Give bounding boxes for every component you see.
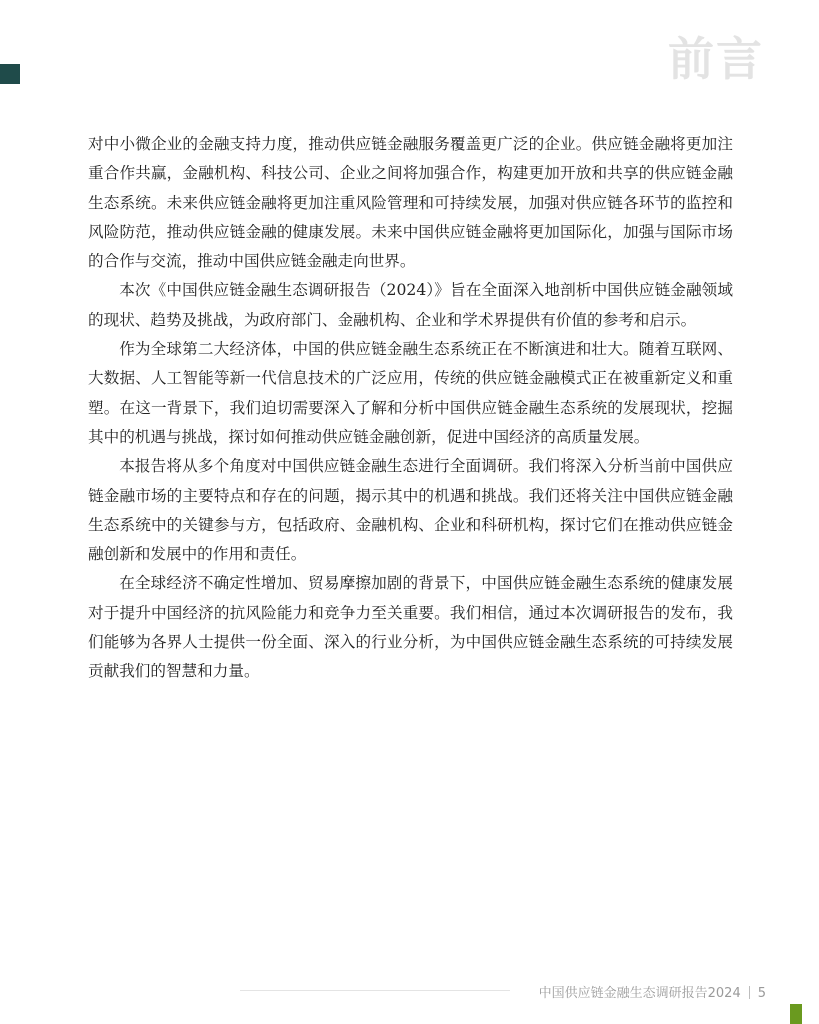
paragraph: 本次《中国供应链金融生态调研报告（2024）》旨在全面深入地剖析中国供应链金融领域的现状、趋势及挑战，为政府部门、金融机构、企业和学术界提供有价值的参考和启示。 bbox=[88, 281, 733, 329]
footer-separator bbox=[749, 986, 750, 999]
section-title: 前言 bbox=[668, 32, 764, 86]
body-text bbox=[88, 130, 733, 687]
paragraph: 本报告将从多个角度对中国供应链金融生态进行全面调研。我们将深入分析当前中国供应链金融市场的主要特点和存在的问题，揭示其中的机遇和挑战。我们还将关注中国供应链金融生态系统中的关键参与方，包括政府、金融机构、企业和科研机构，探讨它们在推动供应链金融创新和发展中的作用和责任。 bbox=[88, 457, 733, 564]
page-footer bbox=[539, 982, 766, 1001]
page-edge-tab bbox=[790, 1004, 802, 1024]
footer-divider bbox=[240, 990, 510, 991]
footer-report-title: 中国供应链金融生态调研报告2024 bbox=[538, 986, 741, 1001]
paragraph: 作为全球第二大经济体，中国的供应链金融生态系统正在不断演进和壮大。随着互联网、大数据、人工智能等新一代信息技术的广泛应用，传统的供应链金融模式正在被重新定义和重塑。在这一背景下，我们迫切需要深入了解和分析中国供应链金融生态系统的发展现状，挖掘其中的机遇与挑战，探讨如何推动供应链金融创新，促进中国经济的高质量发展。 bbox=[88, 340, 733, 446]
page-number: 5 bbox=[757, 986, 766, 1001]
corner-accent-square bbox=[0, 64, 20, 84]
paragraph: 在全球经济不确定性增加、贸易摩擦加剧的背景下，中国供应链金融生态系统的健康发展对于提升中国经济的抗风险能力和竞争力至关重要。我们相信，通过本次调研报告的发布，我们能够为各界人士提供一份全面、深入的行业分析，为中国供应链金融生态系统的可持续发展贡献我们的智慧和力量。 bbox=[88, 574, 733, 681]
paragraph-continued: 对中小微企业的金融支持力度，推动供应链金融服务覆盖更广泛的企业。供应链金融将更加注重合作共赢，金融机构、科技公司、企业之间将加强合作，构建更加开放和共享的供应链金融生态系统。未来供应链金融将更加注重风险管理和可持续发展，加强对供应链各环节的监控和风险防范，推动供应链金融的健康发展。未来中国供应链金融将更加国际化，加强与国际市场的合作与交流，推动中国供应链金融走向世界。 bbox=[88, 135, 733, 271]
